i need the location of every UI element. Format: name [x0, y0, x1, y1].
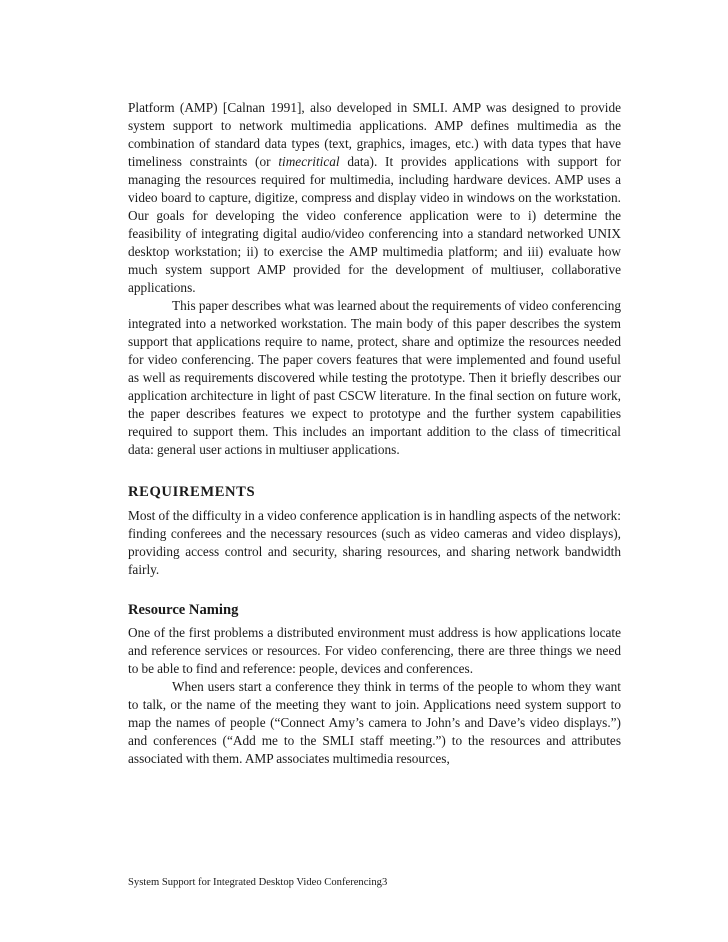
paragraph-conference-names: When users start a conference they think in terms of the people to whom they want to talk, or the name of the meeting they want to join. Applications need system support to map the names of people (“Connect Amy’s camera to John’s and Dave’s video displays.”) and conferences (“Add me to the SMLI staff meeting.”) to the resources and attributes associated with them. AMP associates multimedia resources,	[128, 679, 621, 766]
paragraph-paper-overview: This paper describes what was learned about the requirements of video conferencing integrated into a networked workstation. The main body of this paper describes the system support that applications require to name, protect, share and optimize the resources needed for video conferencing. The paper covers features that were implemented and found useful as well as requirements discovered while testing the prototype. Then it briefly describes our application architecture in light of past CSCW literature. In the final section on future work, the paper describes features we expect to prototype and the further system capabilities required to support them. This includes an important addition to the class of timecritical data: general user actions in multiuser applications.	[128, 298, 621, 457]
timecritical-term: timecritical	[278, 154, 340, 169]
paragraph-requirements: Most of the difficulty in a video conference application is in handling aspects of the network: finding conferees and the necessary resources (such as video cameras and video displays), providing access control and security, sharing resources, and sharing network bandwidth fairly.	[128, 508, 621, 577]
paragraph-amp-intro-before: Platform (AMP) [Calnan 1991], also developed in SMLI. AMP was designed to provide system support to network multimedia applications. AMP defines multimedia as the combination of standard data types (text, graphics, images, etc.) with data types that have timeliness constraints (or	[128, 100, 621, 169]
paragraph-amp-intro	[128, 99, 621, 297]
page-body	[128, 99, 621, 768]
subsection-heading-resource-naming: Resource Naming	[128, 602, 239, 618]
paragraph-resource-naming: One of the first problems a distributed environment must address is how applications locate and reference services or resources. For video conferencing, there are three things we need to be able to find and reference: people, devices and conferences.	[128, 625, 621, 676]
section-heading-requirements: REQUIREMENTS	[128, 484, 256, 500]
page-footer: System Support for Integrated Desktop Video Conferencing3	[128, 877, 388, 888]
paragraph-amp-intro-after: data). It provides applications with support for managing the resources required for multimedia, including hardware devices. AMP uses a video board to capture, digitize, compress and display video in windows on the workstation. Our goals for developing the video conference application were to i) determine the feasibility of integrating digital audio/video conferencing into a standard networked UNIX desktop workstation; ii) to exercise the AMP multimedia platform; and iii) evaluate how much system support AMP provided for the development of multiuser, collaborative applications.	[128, 154, 621, 295]
